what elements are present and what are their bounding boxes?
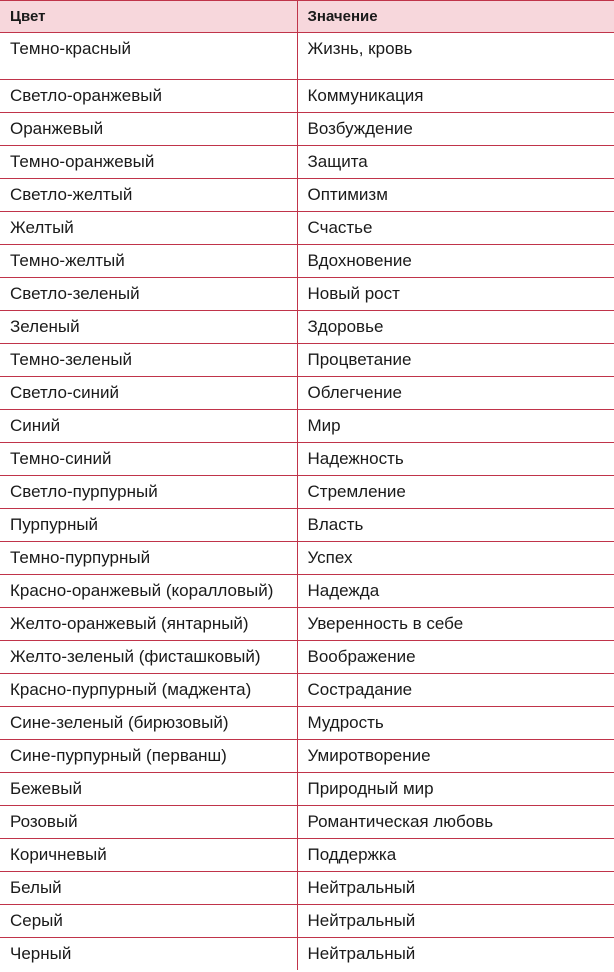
color-cell: Светло-желтый bbox=[0, 179, 297, 212]
table-row bbox=[0, 146, 614, 179]
meaning-cell: Оптимизм bbox=[297, 179, 614, 212]
color-cell: Темно-зеленый bbox=[0, 344, 297, 377]
table-row bbox=[0, 608, 614, 641]
color-cell: Черный bbox=[10, 944, 72, 963]
table-row bbox=[0, 509, 614, 542]
meaning-cell: Вдохновение bbox=[297, 245, 614, 278]
color-cell: Пурпурный bbox=[0, 509, 297, 542]
color-cell: Розовый bbox=[0, 806, 297, 839]
table-row bbox=[0, 773, 614, 806]
table-row bbox=[0, 245, 614, 278]
meaning-cell: Мир bbox=[297, 410, 614, 443]
meaning-cell: Новый рост bbox=[297, 278, 614, 311]
meaning-cell: Сострадание bbox=[297, 674, 614, 707]
table-row bbox=[0, 905, 614, 938]
meaning-cell: Счастье bbox=[297, 212, 614, 245]
color-cell: Желто-оранжевый (янтарный) bbox=[0, 608, 297, 641]
color-cell: Светло-оранжевый bbox=[0, 80, 297, 113]
header-color: Цвет bbox=[0, 1, 297, 33]
table-body bbox=[0, 33, 614, 971]
table-row bbox=[0, 575, 614, 608]
color-cell: Сине-пурпурный (перванш) bbox=[0, 740, 297, 773]
table-row bbox=[0, 377, 614, 410]
meaning-cell: Жизнь, кровь bbox=[297, 33, 614, 80]
color-cell: Серый bbox=[0, 905, 297, 938]
color-cell: Желто-зеленый (фисташковый) bbox=[0, 641, 297, 674]
meaning-cell: Здоровье bbox=[297, 311, 614, 344]
meaning-cell: Мудрость bbox=[297, 707, 614, 740]
color-cell: Сине-зеленый (бирюзовый) bbox=[0, 707, 297, 740]
meaning-cell: Защита bbox=[297, 146, 614, 179]
meaning-cell: Нейтральный bbox=[297, 872, 614, 905]
color-cell: Темно-синий bbox=[0, 443, 297, 476]
color-cell: Красно-пурпурный (маджента) bbox=[0, 674, 297, 707]
table-row bbox=[0, 839, 614, 872]
color-cell: Бежевый bbox=[0, 773, 297, 806]
meaning-cell: Нейтральный bbox=[297, 938, 614, 971]
color-cell: Светло-зеленый bbox=[0, 278, 297, 311]
table-row bbox=[0, 113, 614, 146]
table-row bbox=[0, 938, 614, 971]
table-row bbox=[0, 674, 614, 707]
meaning-cell: Успех bbox=[297, 542, 614, 575]
color-cell: Синий bbox=[0, 410, 297, 443]
meaning-cell: Надежда bbox=[297, 575, 614, 608]
table-row bbox=[0, 641, 614, 674]
meaning-cell: Уверенность в себе bbox=[297, 608, 614, 641]
meaning-cell: Природный мир bbox=[297, 773, 614, 806]
header-meaning: Значение bbox=[297, 1, 614, 33]
table-row bbox=[0, 542, 614, 575]
table-row bbox=[0, 707, 614, 740]
table-row bbox=[0, 410, 614, 443]
meaning-cell: Стремление bbox=[297, 476, 614, 509]
meaning-cell: Коммуникация bbox=[297, 80, 614, 113]
table-row bbox=[0, 443, 614, 476]
meaning-cell: Возбуждение bbox=[297, 113, 614, 146]
table-row bbox=[0, 179, 614, 212]
color-cell: Темно-пурпурный bbox=[0, 542, 297, 575]
table-row bbox=[0, 476, 614, 509]
color-cell: Темно-красный bbox=[0, 33, 297, 80]
color-cell: Темно-оранжевый bbox=[0, 146, 297, 179]
table-row bbox=[0, 740, 614, 773]
table-row bbox=[0, 80, 614, 113]
color-cell: Красно-оранжевый (коралловый) bbox=[0, 575, 297, 608]
table-row bbox=[0, 872, 614, 905]
color-cell: Оранжевый bbox=[0, 113, 297, 146]
table-row bbox=[0, 33, 614, 80]
color-cell: Зеленый bbox=[0, 311, 297, 344]
meaning-cell: Облегчение bbox=[297, 377, 614, 410]
meaning-cell: Надежность bbox=[297, 443, 614, 476]
meaning-cell: Поддержка bbox=[297, 839, 614, 872]
color-cell: Желтый bbox=[0, 212, 297, 245]
meaning-cell: Процветание bbox=[297, 344, 614, 377]
meaning-cell: Романтическая любовь bbox=[297, 806, 614, 839]
table-row bbox=[0, 212, 614, 245]
color-cell: Темно-желтый bbox=[0, 245, 297, 278]
table-row bbox=[0, 278, 614, 311]
table-header-row bbox=[0, 1, 614, 33]
color-cell: Светло-пурпурный bbox=[0, 476, 297, 509]
meaning-cell: Власть bbox=[297, 509, 614, 542]
table-row bbox=[0, 806, 614, 839]
meaning-cell: Нейтральный bbox=[297, 905, 614, 938]
meaning-cell: Воображение bbox=[297, 641, 614, 674]
meaning-cell: Умиротворение bbox=[297, 740, 614, 773]
color-cell: Коричневый bbox=[0, 839, 297, 872]
table-row bbox=[0, 344, 614, 377]
table-row bbox=[0, 311, 614, 344]
color-cell: Светло-синий bbox=[0, 377, 297, 410]
color-cell: Белый bbox=[0, 872, 297, 905]
